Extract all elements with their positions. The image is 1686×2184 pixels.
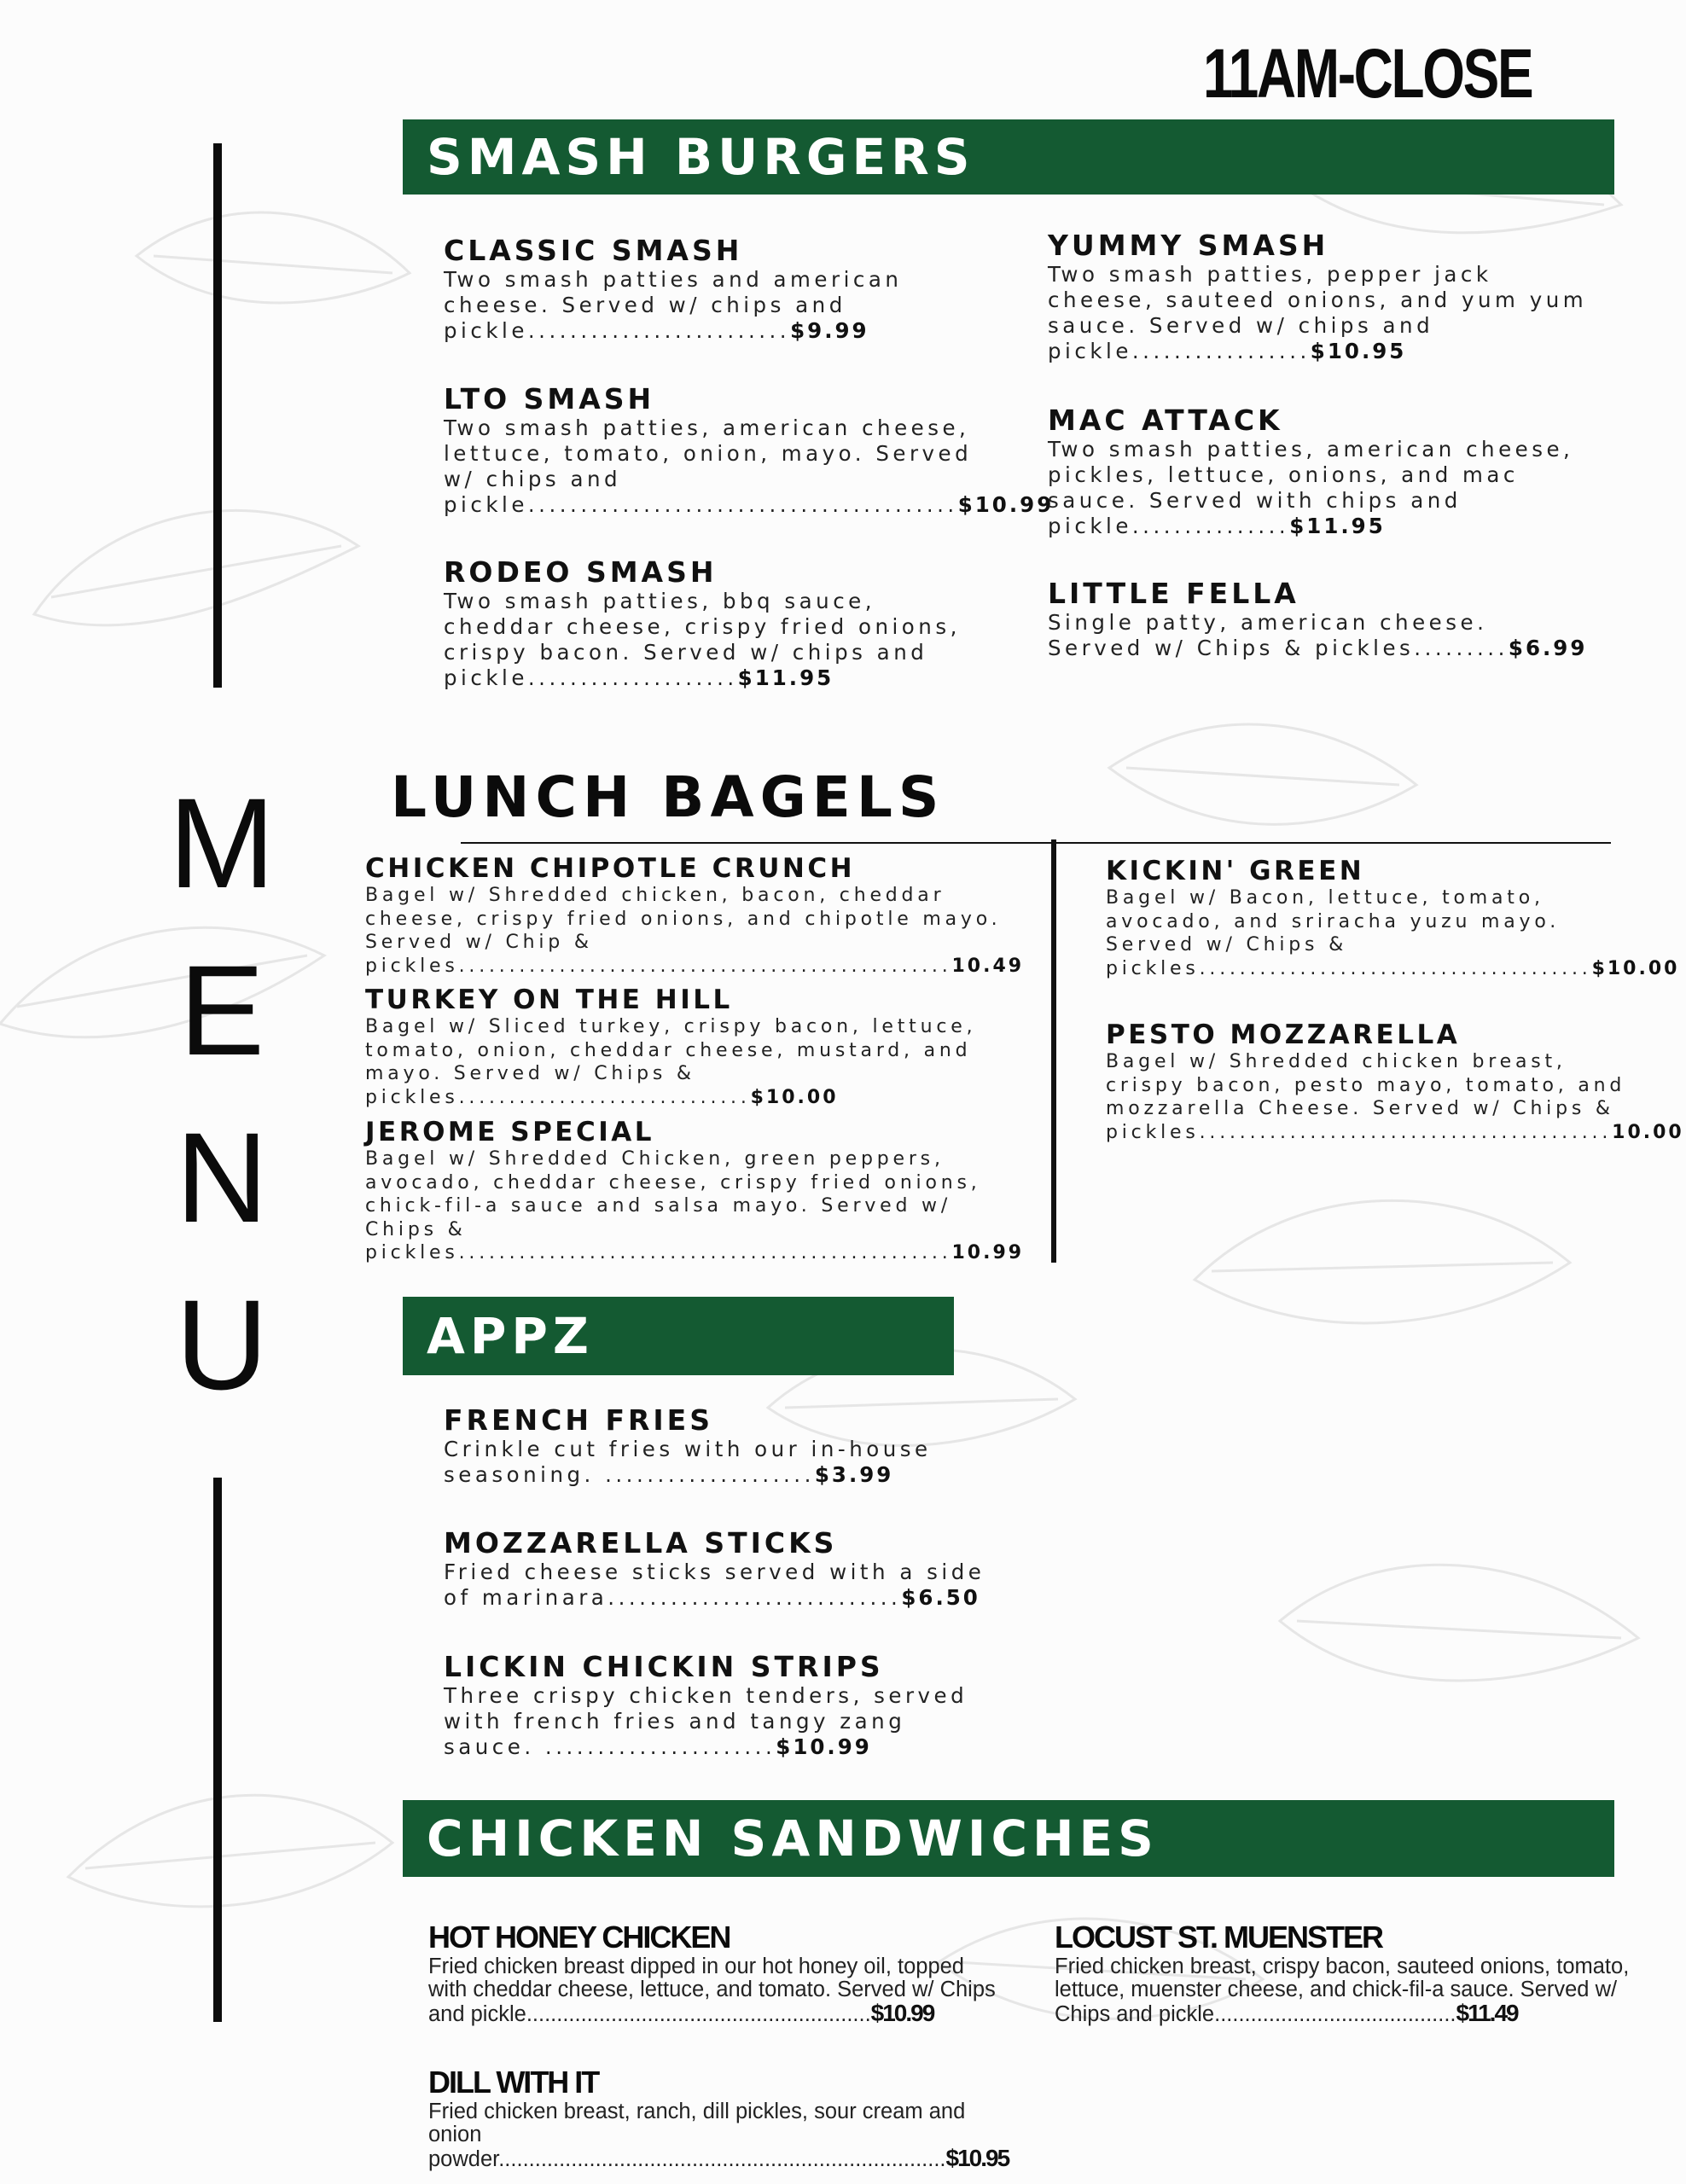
menu-item	[444, 1526, 1007, 1611]
menu-item	[1048, 404, 1594, 539]
item-name: PESTO MOZZARELLA	[1106, 1019, 1461, 1050]
item-price: $10.95	[945, 2145, 1009, 2171]
item-description: Two smash patties, american cheese, lettuce, tomato, onion, mayo. Served w/ chips and pickle.........................................$10.99	[444, 415, 1055, 517]
hours-label: 11AM-CLOSE	[1203, 35, 1532, 113]
item-price: 10.00	[1612, 1121, 1684, 1143]
item-description: Fried cheese sticks served with a side of marinara............................$6.50	[444, 1560, 985, 1610]
menu-item	[365, 985, 1024, 1109]
menu-item	[365, 853, 1024, 978]
item-description: Bagel w/ Shredded Chicken, green peppers, avocado, cheddar cheese, crispy fried onions, chick-fil-a sauce and salsa mayo. Served w/ Chips & pickles.................................................10.99	[365, 1148, 1025, 1263]
side-menu-letter: E	[178, 938, 265, 1082]
item-description: Bagel w/ Sliced turkey, crispy bacon, lettuce, tomato, onion, cheddar cheese, mustard, and mayo. Served w/ Chips & pickles.............................$10.00	[365, 1016, 977, 1108]
item-description: Two smash patties, american cheese, pickles, lettuce, onions, and mac sauce. Served with chips and pickle...............$11.95	[1048, 437, 1574, 538]
side-menu-letter: U	[175, 1273, 269, 1416]
menu-item	[444, 1650, 1007, 1760]
item-price: 10.49	[951, 955, 1025, 977]
item-name: YUMMY SMASH	[1048, 229, 1329, 262]
item-price: $9.99	[790, 318, 869, 343]
item-price: $10.95	[1310, 339, 1407, 363]
section-title-lunch-bagels: LUNCH BAGELS	[391, 764, 945, 830]
appz-banner	[403, 1297, 954, 1375]
item-price: $11.49	[1456, 2000, 1518, 2026]
section-title-appz: APPZ	[427, 1307, 594, 1365]
item-description: Fried chicken breast dipped in our hot honey oil, topped with cheddar cheese, lettuce, and tomato. Served w/ Chips and pickle.........................................................$10.99	[428, 1955, 996, 2026]
smash-burgers-banner	[403, 119, 1614, 195]
item-name: FRENCH FRIES	[444, 1403, 713, 1437]
item-price: 10.99	[951, 1242, 1025, 1263]
item-price: $10.99	[776, 1734, 872, 1759]
section-title-smash-burgers: SMASH BURGERS	[427, 128, 975, 186]
item-price: $6.99	[1508, 636, 1588, 660]
menu-item	[1055, 1920, 1635, 2026]
side-bar-bottom	[213, 1478, 222, 2022]
menu-item	[444, 1403, 1007, 1488]
menu-item	[1106, 856, 1680, 980]
item-description: Bagel w/ Bacon, lettuce, tomato, avocado, and sriracha yuzu mayo. Served w/ Chips & pickles.......................................$10.00	[1106, 887, 1680, 979]
item-price: $3.99	[814, 1462, 894, 1487]
section-divider	[461, 842, 1611, 844]
item-name: CLASSIC SMASH	[444, 234, 743, 267]
item-price: $11.95	[737, 665, 834, 690]
menu-item	[428, 2065, 1009, 2171]
menu-item	[444, 234, 990, 344]
item-description: Two smash patties and american cheese. Served w/ chips and pickle.........................$9.99	[444, 267, 903, 343]
item-name: KICKIN' GREEN	[1106, 856, 1365, 886]
chicken-sandwiches-banner	[403, 1800, 1614, 1877]
menu-item	[1048, 229, 1594, 364]
menu-item	[428, 1920, 1009, 2026]
item-name: JEROME SPECIAL	[365, 1117, 655, 1147]
side-menu-letter: N	[175, 1106, 269, 1249]
side-menu-letter: M	[168, 771, 276, 915]
item-description: Crinkle cut fries with our in-house seasoning. ....................$3.99	[444, 1437, 932, 1487]
menu-item	[365, 1117, 1024, 1265]
item-description: Fried chicken breast, ranch, dill pickles, sour cream and onion powder..........................................................................$10.95	[428, 2100, 1009, 2171]
menu-item	[444, 382, 1055, 518]
item-price: $10.00	[1591, 957, 1680, 979]
item-price: $6.50	[901, 1585, 980, 1610]
item-price: $10.99	[957, 492, 1055, 517]
item-description: Three crispy chicken tenders, served with french fries and tangy zang sauce. ......................$10.99	[444, 1683, 968, 1759]
menu-item	[1106, 1019, 1684, 1144]
item-description: Two smash patties, pepper jack cheese, sauteed onions, and yum yum sauce. Served w/ chips and pickle.................$10.95	[1048, 262, 1588, 363]
side-bar-top	[213, 143, 222, 688]
item-description: Bagel w/ Shredded chicken breast, crispy bacon, pesto mayo, tomato, and mozzarella Cheese. Served w/ Chips & pickles.........................................10.00	[1106, 1051, 1684, 1143]
item-price: $11.95	[1289, 514, 1386, 538]
item-name: TURKEY ON THE HILL	[365, 985, 733, 1015]
item-description: Single patty, american cheese. Served w/ Chips & pickles.........$6.99	[1048, 610, 1588, 660]
item-description: Two smash patties, bbq sauce, cheddar cheese, crispy fried onions, crispy bacon. Served w/ chips and pickle....................$11.95	[444, 589, 961, 690]
item-name: LOCUST ST. MUENSTER	[1055, 1920, 1383, 1955]
item-name: LITTLE FELLA	[1048, 577, 1299, 610]
item-name: CHICKEN CHIPOTLE CRUNCH	[365, 853, 856, 884]
section-title-chicken-sandwiches: CHICKEN SANDWICHES	[427, 1809, 1159, 1867]
item-name: DILL WITH IT	[428, 2065, 599, 2100]
menu-item	[444, 555, 990, 691]
item-name: RODEO SMASH	[444, 555, 718, 589]
item-name: MOZZARELLA STICKS	[444, 1526, 838, 1560]
item-description: Bagel w/ Shredded chicken, bacon, cheddar cheese, crispy fried onions, and chipotle mayo. Served w/ Chip & pickles.................................................10.49	[365, 885, 1025, 977]
menu-item	[1048, 577, 1594, 661]
item-name: LTO SMASH	[444, 382, 655, 415]
item-name: MAC ATTACK	[1048, 404, 1283, 437]
item-price: $10.00	[750, 1086, 839, 1108]
item-name: HOT HONEY CHICKEN	[428, 1920, 730, 1955]
item-name: LICKIN CHICKIN STRIPS	[444, 1650, 884, 1683]
item-description: Fried chicken breast, crispy bacon, sauteed onions, tomato, lettuce, muenster cheese, and chick-fil-a sauce. Served w/ Chips and pickle........................................$11.49	[1055, 1955, 1630, 2026]
item-price: $10.99	[870, 2000, 934, 2026]
side-menu-title	[154, 759, 290, 1428]
column-divider	[1051, 839, 1056, 1263]
